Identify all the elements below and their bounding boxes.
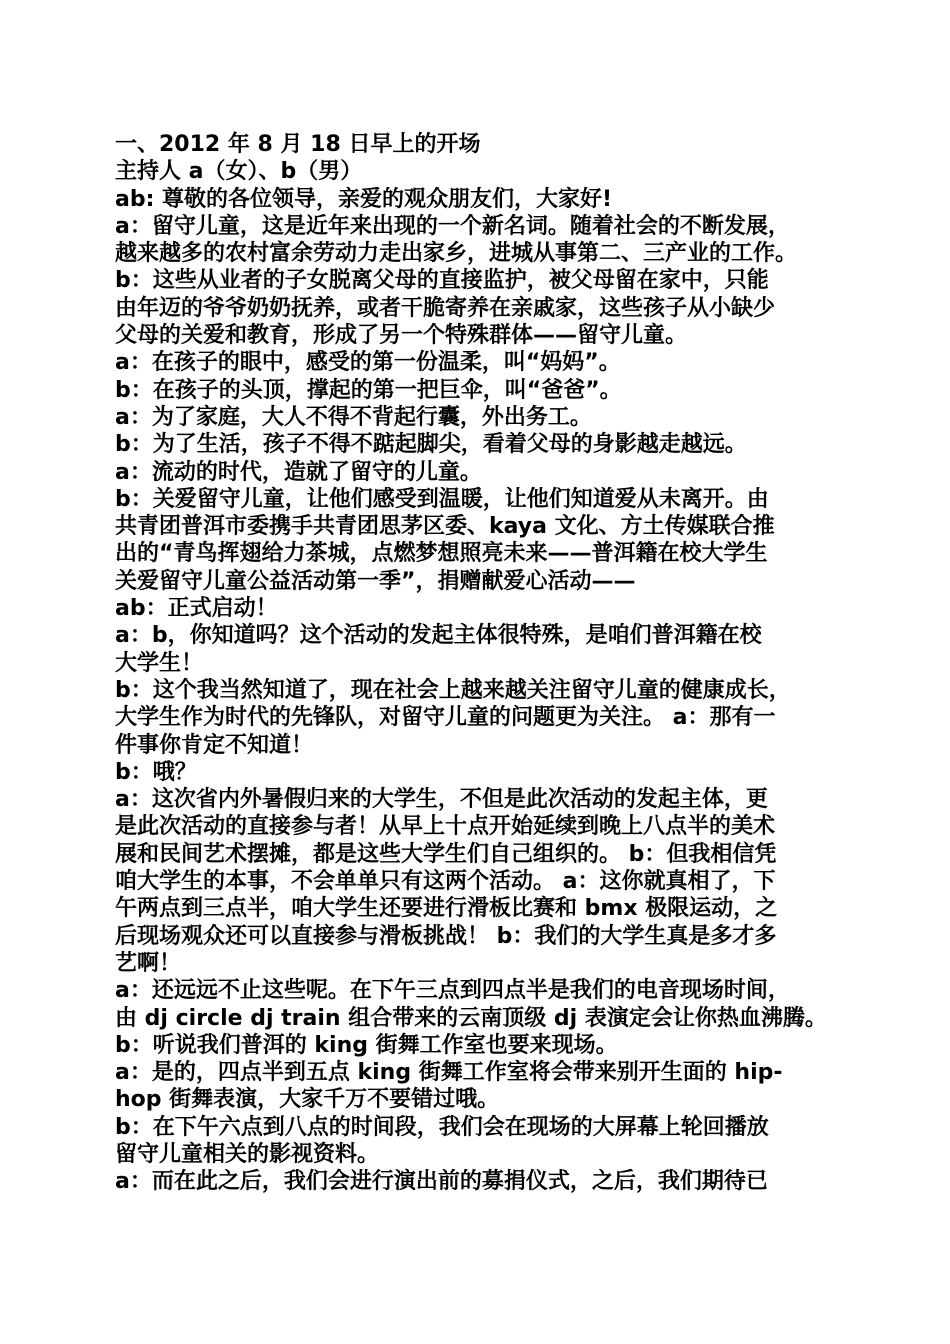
text-line: 展和民间艺术摆摊，都是这些大学生们自己组织的。 b：但我相信凭 [115,841,777,867]
text-line: a：还远远不止这些呢。在下午三点到四点半是我们的电音现场时间， [115,978,790,1004]
text-line: 咱大学生的本事，不会单单只有这两个活动。 a：这你就真相了，下 [115,869,776,895]
text-line: 大学生！ [115,650,204,676]
text-line: a：为了家庭，大人不得不背起行囊，外出务工。 [115,404,592,430]
text-line: a：在孩子的眼中，感受的第一份温柔，叫“妈妈”。 [115,350,621,376]
heading-line: 一、2012 年 8 月 18 日早上的开场 [115,132,481,157]
document-body [115,131,845,1196]
text-line: b：在下午六点到八点的时间段，我们会在现场的大屏幕上轮回播放 [115,1114,769,1140]
text-line: a：b，你知道吗？这个活动的发起主体很特殊，是咱们普洱籍在校 [115,623,762,649]
text-line: 是此次活动的直接参与者！从早上十点开始延续到晚上八点半的美术 [115,814,776,840]
text-line: 大学生作为时代的先锋队，对留守儿童的问题更为关注。 a：那有一 [115,705,776,731]
text-line: a：是的，四点半到五点 king 街舞工作室将会带来别开生面的 hip- [115,1060,783,1086]
text-line: 出的“青鸟挥翅给力茶城，点燃梦想照亮未来——普洱籍在校大学生 [115,541,768,567]
text-line: 艺啊！ [115,950,182,976]
text-line: a：流动的时代，造就了留守的儿童。 [115,459,482,485]
text-line: 共青团普洱市委携手共青团思茅区委、kaya 文化、方土传媒联合推 [115,514,775,540]
text-line: 由 dj circle dj train 组合带来的云南顶级 dj 表演定会让你热血沸腾。 [115,1005,827,1031]
text-line: b：这些从业者的子女脱离父母的直接监护，被父母留在家中，只能 [115,268,769,294]
text-line: a：这次省内外暑假归来的大学生，不但是此次活动的发起主体，更 [115,787,768,813]
text-line: b：听说我们普洱的 king 街舞工作室也要来现场。 [115,1032,618,1058]
text-line: 由年迈的爷爷奶奶抚养，或者干脆寄养在亲戚家，这些孩子从小缺少 [115,295,776,321]
text-line: 父母的关爱和教育，形成了另一个特殊群体——留守儿童。 [115,323,688,349]
text-line: 越来越多的农村富余劳动力走出家乡，进城从事第二、三产业的工作。 [115,241,798,267]
text-line: a：而在此之后，我们会进行演出前的募捐仪式，之后，我们期待已 [115,1169,768,1195]
hosts-line: 主持人 a（女）、b（男） [115,159,363,185]
text-line: 件事你肯定不知道！ [115,732,314,758]
text-line: b：这个我当然知道了，现在社会上越来越关注留守儿童的健康成长， [115,677,791,703]
text-line: ab：正式启动！ [115,596,278,622]
text-line: b：在孩子的头顶，撑起的第一把巨伞，叫“爸爸”。 [115,377,622,403]
text-line: 留守儿童相关的影视资料。 [115,1141,380,1167]
text-line: hop 街舞表演，大家千万不要错过哦。 [115,1087,500,1113]
text-line: b：哦？ [115,759,197,785]
text-line: b：关爱留守儿童，让他们感受到温暖，让他们知道爱从未离开。由 [115,486,769,512]
text-line: ab: 尊敬的各位领导，亲爱的观众朋友们，大家好! [115,186,613,212]
text-line: a：留守儿童，这是近年来出现的一个新名词。随着社会的不断发展， [115,213,790,239]
text-line: 午两点到三点半，咱大学生还要进行滑板比赛和 bmx 极限运动，之 [115,896,778,922]
text-line: b：为了生活，孩子不得不踮起脚尖，看着父母的身影越走越远。 [115,432,747,458]
text-line: 关爱留守儿童公益活动第一季”，捐赠献爱心活动—— [115,568,636,594]
text-line: 后现场观众还可以直接参与滑板挑战！ b：我们的大学生真是多才多 [115,923,777,949]
